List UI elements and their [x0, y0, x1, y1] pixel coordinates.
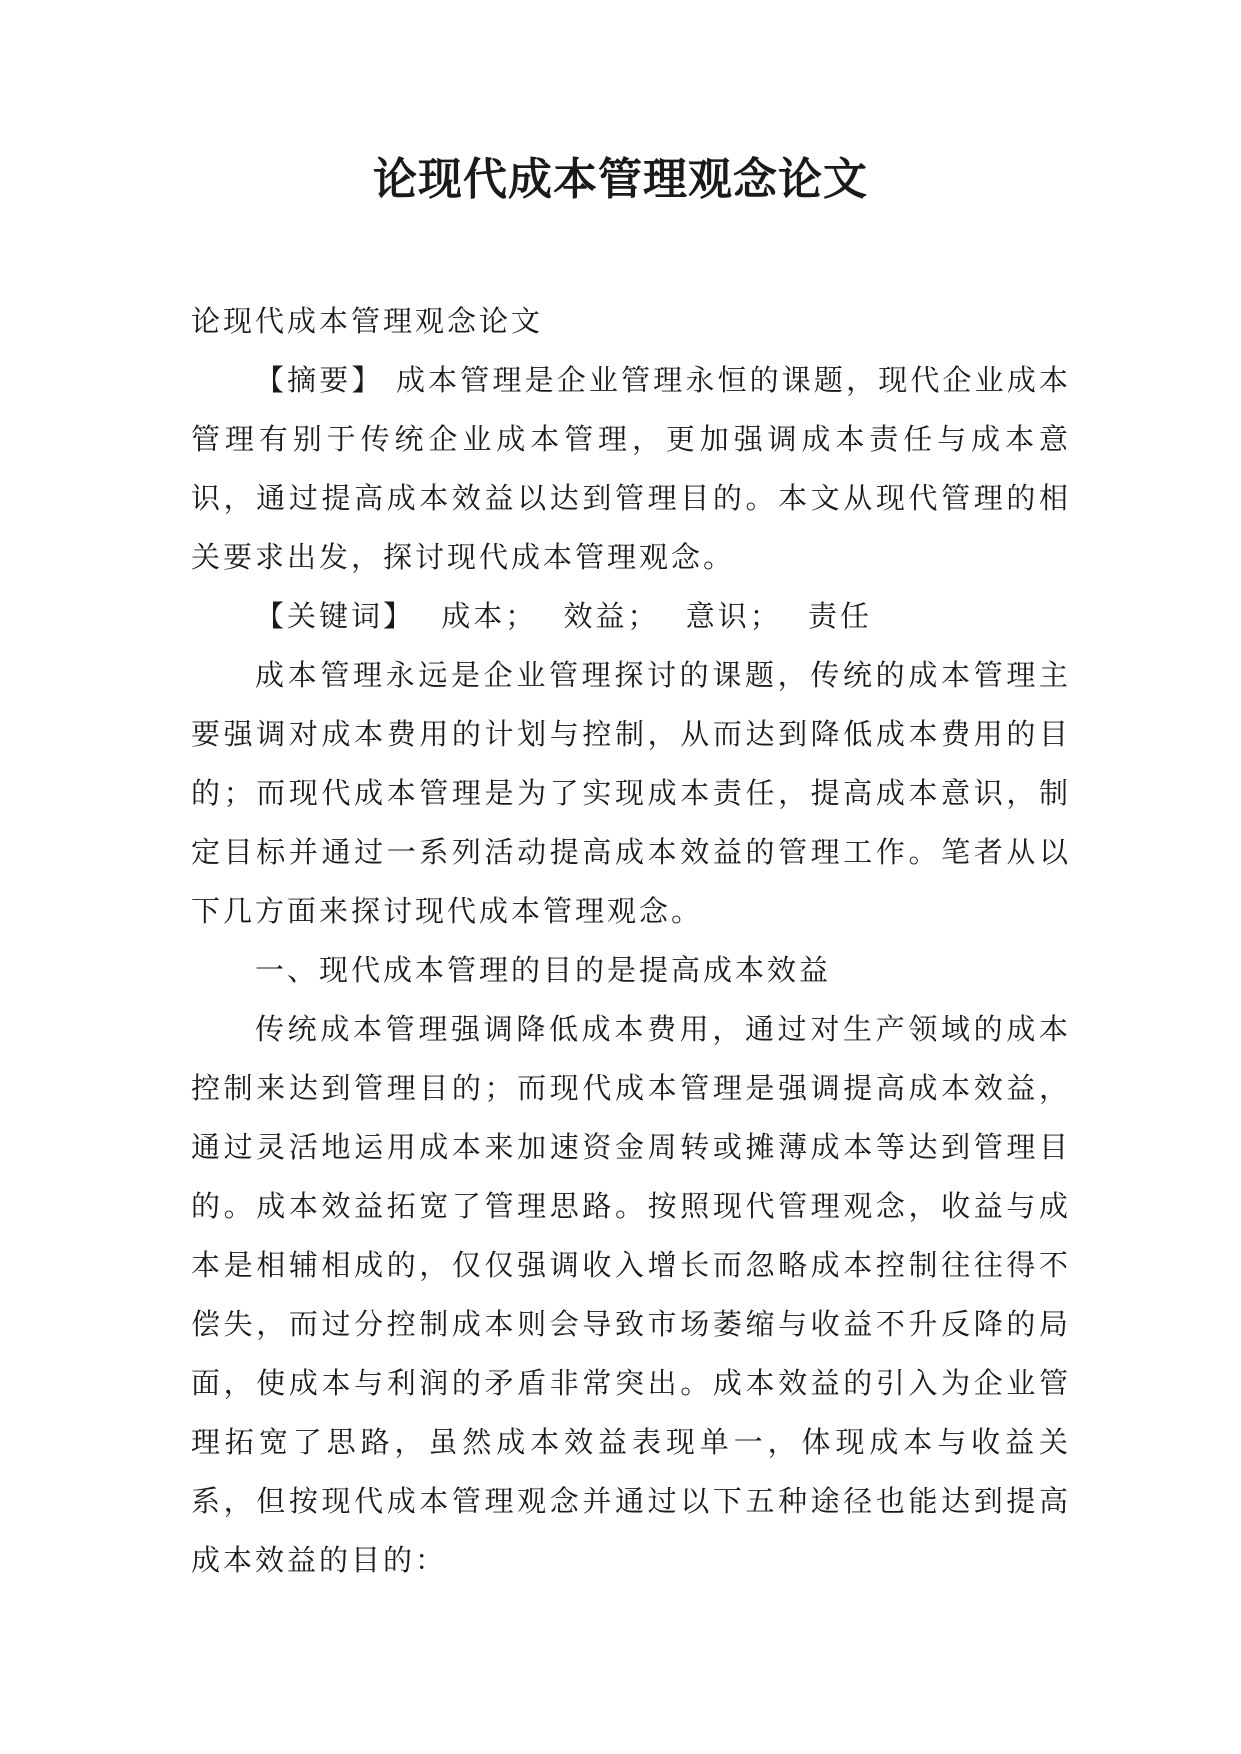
document-title: 论现代成本管理观念论文 [373, 154, 868, 205]
section-heading: 一、现代成本管理的目的是提高成本效益 [255, 953, 832, 987]
subtitle-line: 论现代成本管理观念论文 [191, 304, 544, 338]
keyword-item: 意识； [685, 599, 782, 633]
keywords-label: 【关键词】 [255, 599, 416, 633]
keyword-item: 效益； [563, 599, 660, 633]
abstract-paragraph [191, 351, 1071, 587]
abstract-label: 【摘要】 [255, 363, 384, 397]
body-paragraph: 传统成本管理强调降低成本费用，通过对生产领域的成本控制来达到管理目的；而现代成本管理是强调提高成本效益，通过灵活地运用成本来加速资金周转或摊薄成本等达到管理目的。成本效益拓宽了管理思路。按照现代管理观念，收益与成本是相辅相成的，仅仅强调收入增长而忽略成本控制往往得不偿失，而过分控制成本则会导致市场萎缩与收益不升反降的局面，使成本与利润的矛盾非常突出。成本效益的引入为企业管理拓宽了思路，虽然成本效益表现单一，体现成本与收益关系，但按现代成本管理观念并通过以下五种途径也能达到提高成本效益的目的： [191, 1012, 1071, 1577]
keywords-paragraph [191, 587, 1071, 646]
document-body [191, 292, 1071, 1590]
keyword-item: 成本； [441, 599, 538, 633]
keyword-item: 责任 [807, 599, 872, 633]
body-paragraph: 成本管理永远是企业管理探讨的课题，传统的成本管理主要强调对成本费用的计划与控制，从而达到降低成本费用的目的；而现代成本管理是为了实现成本责任，提高成本意识，制定目标并通过一系列活动提高成本效益的管理工作。笔者从以下几方面来探讨现代成本管理观念。 [191, 658, 1071, 928]
abstract-text: 成本管理是企业管理永恒的课题，现代企业成本管理有别于传统企业成本管理，更加强调成本责任与成本意识，通过提高成本效益以达到管理目的。本文从现代管理的相关要求出发，探讨现代成本管理观念。 [191, 363, 1071, 574]
